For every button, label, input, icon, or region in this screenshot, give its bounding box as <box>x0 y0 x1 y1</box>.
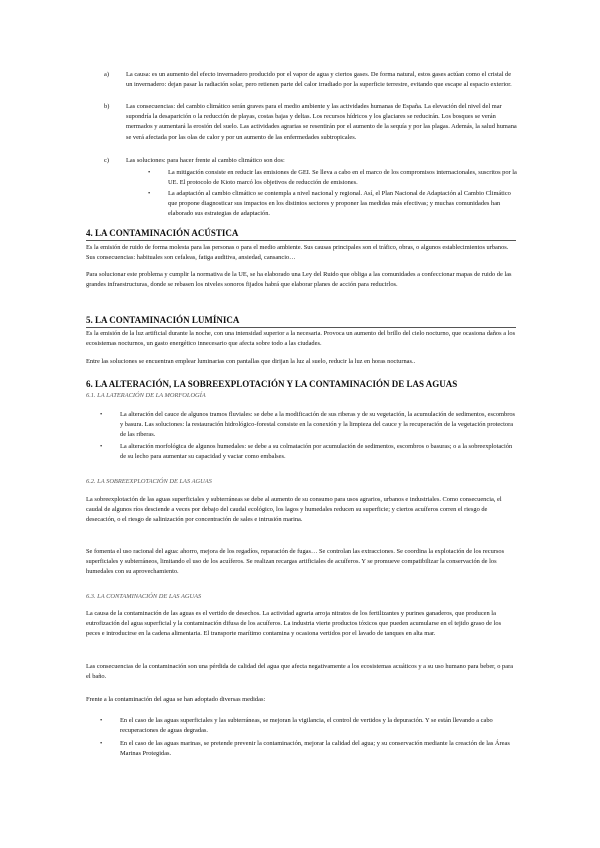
paragraph: Se fomenta el uso racional del agua: ahorro, mejora de los regadíos, reparación de fugas… Se controlan las extracciones. Se coordina la explotación de los recursos superficiales y subterráneos, limitando el uso de los acuíferos. Se realizan recargas artificiales de acuíferos. Y se promueve compatibilizar la conservación de los humedales con su aprovechamiento. <box>86 548 505 576</box>
list-marker: b) <box>104 103 110 110</box>
section-heading: 4. LA CONTAMINACIÓN ACÚSTICA <box>86 228 239 238</box>
divider <box>86 240 516 241</box>
paragraph: La sobreexplotación de las aguas superficiales y subterráneas se debe al aumento de su consumo para usos agrarios, urbanos e industriales. Como consecuencia, el caudal de algunos ríos desciende a veces por debajo del caudal ecológico, los lagos y humedales reducen su superficie; y ciertos acuíferos corren el riesgo de desecación, o el riesgo de salinización por concentración de sales e intrusión marina. <box>86 496 502 524</box>
paragraph: Las consecuencias de la contaminación son una pérdida de calidad del agua que afecta negativamente a los ecosistemas acuáticos y a su uso humano para beber, o para el baño. <box>86 663 514 681</box>
list-item <box>100 739 516 759</box>
bullet-text: La alteración morfológica de algunos humedales: se debe a su colmatación por acumulación de sedimentos, escombros o basuras; o a la sobreexplotación de su lecho para aumentar su capacidad y vaciar como embalses. <box>120 443 513 461</box>
paragraph: Frente a la contaminación del agua se han adoptado diversas medidas: <box>86 696 266 703</box>
list-item <box>148 168 518 188</box>
paragraph: La causa de la contaminación de las aguas es el vertido de desechos. La actividad agraria arroja nitratos de los fertilizantes y purines ganaderos, que producen la eutrofización del agua superficial y la contaminación difusa de los acuíferos. La industria vierte productos tóxicos que pueden acumularse en el tejido graso de los peces e introducirse en la cadena alimentaria. El transporte marítimo contamina y ocasiona vertidos por el lavado de tanques en alta mar. <box>86 610 502 638</box>
list-marker: a) <box>104 71 109 78</box>
divider <box>86 327 516 328</box>
section-heading: 5. LA CONTAMINACIÓN LUMÍNICA <box>86 315 240 325</box>
list-marker: c) <box>104 157 109 164</box>
paragraph: Para solucionar este problema y cumplir la normativa de la UE, se ha elaborado una Ley del Ruido que obliga a las comunidades a confeccionar mapas de ruido de las grandes infraestructuras, donde se rebasen los niveles sonoros fijados habrá que elaborar planes de acción para reducirlos. <box>86 271 512 289</box>
bullet-icon: • <box>148 190 151 197</box>
paragraph: Entre las soluciones se encuentran emplear luminarias con pantallas que dirijan la luz al suelo, reducir la luz en horas nocturnas.. <box>86 358 416 365</box>
list-item <box>100 716 516 736</box>
list-text: Las consecuencias: del cambio climático serán graves para el medio ambiente y las actividades humanas de España. La elevación del nivel del mar supondría la desaparición o la reducción de playas, costas bajas y deltas. Los recursos hídricos y los glaciares se reducirán. Los bosques se verán mermados y aumentará la erosión del suelo. Las actividades agrarias se resentirán por el aumento de la sequía y por las plagas. Además, la salud humana se verá afectada por las olas de calor y por un aumento de las enfermedades subtropicales. <box>126 103 517 141</box>
subsection-heading: 6.1. LA LATERACIÓN DE LA MORFOLOGÍA <box>86 392 206 399</box>
list-item <box>100 410 516 441</box>
bullet-text: En el caso de las aguas superficiales y las subterráneas, se mejoran la vigilancia, el control de vertidos y la depuración. Y se están llevando a cabo recuperaciones de aguas degradas. <box>120 717 493 735</box>
bullet-text: En el caso de las aguas marinas, se pretende prevenir la contaminación, mejorar la calidad del agua; y su conservación mediante la creación de las Áreas Marinas Protegidas. <box>120 740 510 758</box>
bullet-text: La mitigación consiste en reducir las emisiones de GEI. Se lleva a cabo en el marco de los compromisos internacionales, suscritos por la UE. El protocolo de Kioto marcó los objetivos de reducción de emisiones. <box>168 169 517 187</box>
list-text: La causa: es un aumento del efecto invernadero producido por el vapor de agua y ciertos gases. De forma natural, estos gases actúan como el cristal de un invernadero: dejan pasar la radiación solar, pero retienen parte del calor irradiado por la superficie terrestre, evitando que escape al espacio exterior. <box>126 71 512 89</box>
bullet-text: La adaptación al cambio climático se contempla a nivel nacional y regional. Así, el Plan Nacional de Adaptación al Cambio Climático que propone diagnosticar sus impactos en los distintos sectores y proponer las medidas más efectivas; y muchas comunidades han elaborado sus estrategias de adaptación. <box>168 190 511 218</box>
paragraph: Es la emisión de la luz artificial durante la noche, con una intensidad superior a la necesaria. Provoca un aumento del brillo del cielo nocturno, que ocasiona daños a los ecosistemas nocturnos, un gasto energético innecesario que afecta sobre todo a las ciudades. <box>86 330 516 348</box>
bullet-icon: • <box>100 411 103 418</box>
paragraph: Es la emisión de ruido de forma molesta para las personas o para el medio ambiente. Sus causas principales son el tráfico, obras, o algunos establecimientos urbanos. Sus consecuencias: habituales son cefaleas, fatiga auditiva, ansiedad, cansancio… <box>86 244 509 262</box>
bullet-icon: • <box>100 717 103 724</box>
list-item <box>148 189 518 220</box>
bullet-icon: • <box>100 443 103 450</box>
list-item <box>100 442 516 462</box>
list-text: Las soluciones: para hacer frente al cambio climático son dos: <box>126 157 285 164</box>
bullet-icon: • <box>100 740 103 747</box>
subsection-heading: 6.3. LA CONTAMINACIÓN DE LAS AGUAS <box>86 593 202 600</box>
bullet-text: La alteración del cauce de algunos tramos fluviales: se debe a la modificación de sus riberas y de su vegetación, la acumulación de sedimentos, escombros y basura. Las soluciones: la restauración hidrológico-forestal consiste en la conexión y la limpieza del cauce y la recuperación de la vegetación protectora de las riberas. <box>120 411 516 439</box>
bullet-icon: • <box>148 169 151 176</box>
subsection-heading: 6.2. LA SOBREEXPLOTACIÓN DE LAS AGUAS <box>86 478 212 485</box>
section-heading: 6. LA ALTERACIÓN, LA SOBREEXPLOTACIÓN Y LA CONTAMINACIÓN DE LAS AGUAS <box>86 379 458 389</box>
